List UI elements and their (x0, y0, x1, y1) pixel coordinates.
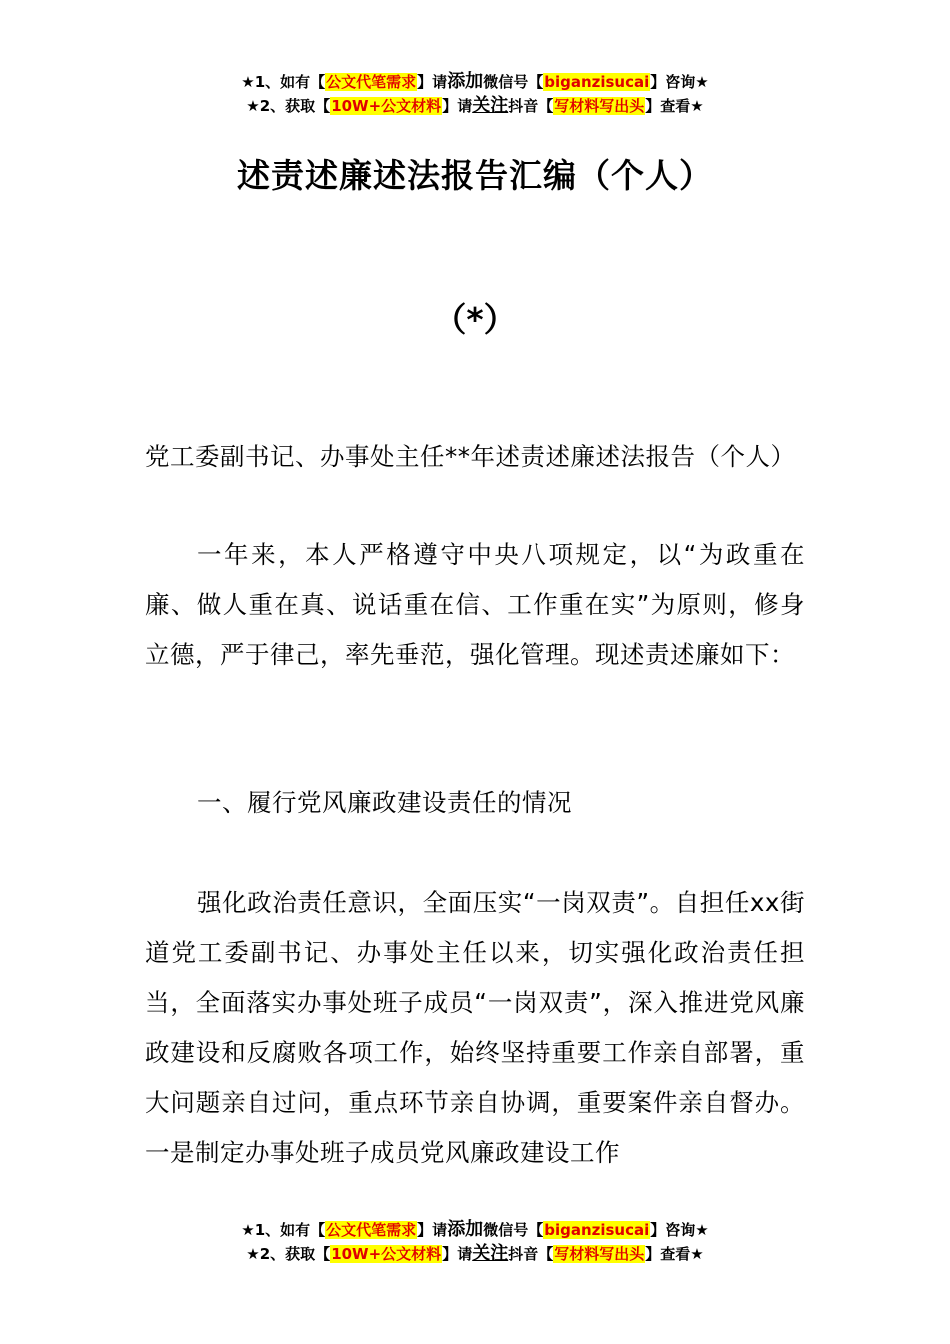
promo-text: 】请 (417, 1221, 448, 1239)
section-marker: （*） (433, 300, 517, 339)
promo-highlight: 公文代笔需求 (326, 1221, 417, 1239)
promo-text: 】请 (442, 1245, 473, 1263)
promo-text: 】咨询★ (650, 73, 709, 91)
document-title: 述责述廉述法报告汇编（个人） (237, 156, 713, 195)
promo-emphasis: 添加 (447, 71, 484, 92)
promo-line-1 (0, 1218, 950, 1242)
promo-text: ★1、如有【 (241, 73, 326, 91)
promo-emphasis: 添加 (447, 1219, 484, 1240)
report-subtitle: 党工委副书记、办事处主任**年述责述廉述法报告（个人） (145, 442, 796, 471)
promo-text: 微信号【 (483, 1221, 544, 1239)
promo-highlight-wechat: biganzisucai (544, 73, 650, 91)
promo-text: 微信号【 (483, 73, 544, 91)
promo-line-2 (0, 1242, 950, 1266)
promo-line-1 (0, 70, 950, 94)
intro-paragraph: 一年来，本人严格遵守中央八项规定，以“为政重在廉、做人重在真、说话重在信、工作重在实”为原则，修身立德，严于律己，率先垂范，强化管理。现述责述廉如下： (145, 540, 805, 669)
promo-text: 】请 (442, 97, 473, 115)
promo-text: ★2、获取【 (246, 1245, 331, 1263)
promo-text: 抖音【 (508, 1245, 554, 1263)
promo-text: 】请 (417, 73, 448, 91)
promo-emphasis: 关注 (472, 95, 509, 116)
promo-text: ★1、如有【 (241, 1221, 326, 1239)
promo-text: 】咨询★ (650, 1221, 709, 1239)
promo-highlight-douyin: 写材料写出头 (554, 1245, 645, 1263)
promo-text: ★2、获取【 (246, 97, 331, 115)
promo-emphasis: 关注 (472, 1243, 509, 1264)
promo-text: 】查看★ (645, 1245, 704, 1263)
promo-highlight: 公文代笔需求 (326, 73, 417, 91)
promo-highlight: 10W+公文材料 (331, 1245, 442, 1263)
promo-highlight-douyin: 写材料写出头 (554, 97, 645, 115)
promo-text: 】查看★ (645, 97, 704, 115)
promo-banner-top (0, 70, 950, 118)
promo-banner-bottom (0, 1218, 950, 1266)
promo-highlight-wechat: biganzisucai (544, 1221, 650, 1239)
promo-highlight: 10W+公文材料 (331, 97, 442, 115)
body-paragraph-1: 强化政治责任意识，全面压实“一岗双责”。自担任xx街道党工委副书记、办事处主任以来，切实强化政治责任担当，全面落实办事处班子成员“一岗双责”，深入推进党风廉政建设和反腐败各项工作，始终坚持重要工作亲自部署，重大问题亲自过问，重点环节亲自协调，重要案件亲自督办。一是制定办事处班子成员党风廉政建设工作 (145, 888, 805, 1167)
promo-line-2 (0, 94, 950, 118)
section-heading-1: 一、履行党风廉政建设责任的情况 (197, 788, 572, 817)
promo-text: 抖音【 (508, 97, 554, 115)
